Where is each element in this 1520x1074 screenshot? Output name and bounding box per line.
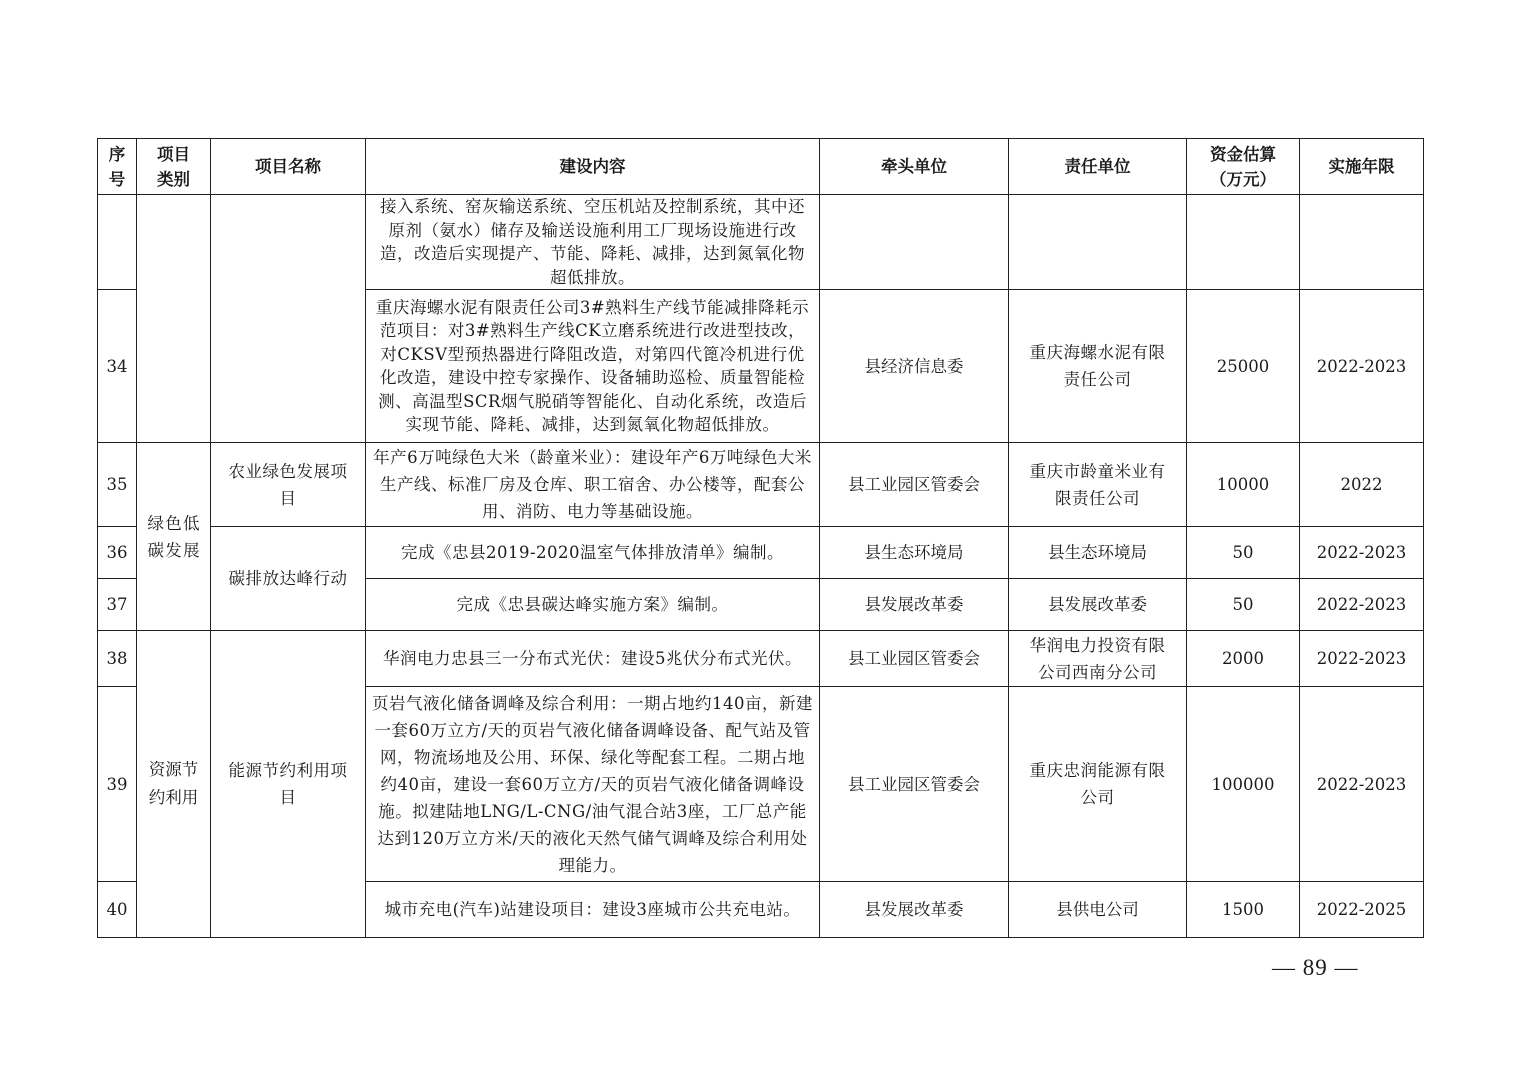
period-cell: 2022 — [1300, 443, 1424, 527]
resp-unit-cell: 重庆忠润能源有限公司 — [1009, 687, 1187, 882]
fund-cell: 1500 — [1187, 882, 1300, 938]
page-number: — 89 — — [1272, 955, 1359, 980]
name-cell-empty — [211, 195, 366, 443]
content-cell: 接入系统、窑灰输送系统、空压机站及控制系统，其中还原剂（氨水）储存及输送设施利用工厂现场设施进行改造，改造后实现提产、节能、降耗、减排，达到氮氧化物超低排放。 — [366, 195, 820, 290]
seq-cell: 37 — [98, 579, 137, 631]
lead-unit-cell: 县工业园区管委会 — [820, 443, 1009, 527]
fund-cell: 100000 — [1187, 687, 1300, 882]
name-cell: 碳排放达峰行动 — [211, 527, 366, 631]
lead-unit-cell — [820, 195, 1009, 290]
seq-cell — [98, 195, 137, 290]
resp-unit-cell: 重庆市龄童米业有限责任公司 — [1009, 443, 1187, 527]
content-cell: 华润电力忠县三一分布式光伏：建设5兆伏分布式光伏。 — [366, 631, 820, 687]
resp-unit-cell: 县生态环境局 — [1009, 527, 1187, 579]
period-cell: 2022-2023 — [1300, 631, 1424, 687]
lead-unit-cell: 县发展改革委 — [820, 579, 1009, 631]
fund-cell: 50 — [1187, 527, 1300, 579]
content-cell: 重庆海螺水泥有限责任公司3#熟料生产线节能减排降耗示范项目：对3#熟料生产线CK立磨系统进行改进型技改，对CKSV型预热器进行降阻改造，对第四代篦冷机进行优化改造，建设中控专家操作、设备辅助巡检、质量智能检测、高温型SCR烟气脱硝等智能化、自动化系统，改造后实现节能、降耗、减排，达到氮氧化物超低排放。 — [366, 290, 820, 443]
seq-cell: 40 — [98, 882, 137, 938]
header-seq: 序号 — [98, 139, 137, 195]
seq-cell: 36 — [98, 527, 137, 579]
seq-cell: 35 — [98, 443, 137, 527]
lead-unit-cell: 县工业园区管委会 — [820, 631, 1009, 687]
lead-unit-cell: 县经济信息委 — [820, 290, 1009, 443]
resp-unit-cell: 县供电公司 — [1009, 882, 1187, 938]
content-cell: 页岩气液化储备调峰及综合利用：一期占地约140亩，新建一套60万立方/天的页岩气液化储备调峰设备、配气站及管网，物流场地及公用、环保、绿化等配套工程。二期占地约40亩，建设一套60万立方/天的页岩气液化储备调峰设施。拟建陆地LNG/L-CNG/油气混合站3座，工厂总产能达到120万立方米/天的液化天然气储气调峰及综合利用处理能力。 — [366, 687, 820, 882]
header-period: 实施年限 — [1300, 139, 1424, 195]
fund-cell: 25000 — [1187, 290, 1300, 443]
lead-unit-cell: 县发展改革委 — [820, 882, 1009, 938]
lead-unit-cell: 县工业园区管委会 — [820, 687, 1009, 882]
category-label: 绿色低碳发展 — [147, 513, 200, 560]
resp-unit-cell: 县发展改革委 — [1009, 579, 1187, 631]
period-cell: 2022-2023 — [1300, 527, 1424, 579]
fund-cell: 50 — [1187, 579, 1300, 631]
period-cell: 2022-2023 — [1300, 687, 1424, 882]
seq-cell: 34 — [98, 290, 137, 443]
fund-cell — [1187, 195, 1300, 290]
header-content: 建设内容 — [366, 139, 820, 195]
table-header-row — [98, 139, 1424, 195]
table-row — [98, 631, 1424, 687]
category-cell-green — [137, 443, 211, 631]
fund-cell: 2000 — [1187, 631, 1300, 687]
header-lead-unit: 牵头单位 — [820, 139, 1009, 195]
project-table — [97, 138, 1424, 938]
header-resp-unit: 责任单位 — [1009, 139, 1187, 195]
resp-unit-cell: 重庆海螺水泥有限责任公司 — [1009, 290, 1187, 443]
content-cell: 完成《忠县碳达峰实施方案》编制。 — [366, 579, 820, 631]
period-cell: 2022-2025 — [1300, 882, 1424, 938]
seq-cell: 39 — [98, 687, 137, 882]
header-fund: 资金估算（万元） — [1187, 139, 1300, 195]
category-cell-empty — [137, 195, 211, 443]
table-row — [98, 195, 1424, 290]
period-cell: 2022-2023 — [1300, 290, 1424, 443]
period-cell — [1300, 195, 1424, 290]
content-cell: 年产6万吨绿色大米（龄童米业）：建设年产6万吨绿色大米生产线、标准厂房及仓库、职工宿舍、办公楼等，配套公用、消防、电力等基础设施。 — [366, 443, 820, 527]
name-cell: 农业绿色发展项目 — [211, 443, 366, 527]
category-label: 资源节约利用 — [148, 760, 199, 807]
content-cell: 完成《忠县2019-2020温室气体排放清单》编制。 — [366, 527, 820, 579]
table-row — [98, 527, 1424, 579]
category-cell-resource — [137, 631, 211, 938]
lead-unit-cell: 县生态环境局 — [820, 527, 1009, 579]
table-row — [98, 443, 1424, 527]
period-cell: 2022-2023 — [1300, 579, 1424, 631]
header-category: 项目类别 — [137, 139, 211, 195]
header-name: 项目名称 — [211, 139, 366, 195]
seq-cell: 38 — [98, 631, 137, 687]
content-cell: 城市充电(汽车)站建设项目：建设3座城市公共充电站。 — [366, 882, 820, 938]
name-cell: 能源节约利用项目 — [211, 631, 366, 938]
resp-unit-cell: 华润电力投资有限公司西南分公司 — [1009, 631, 1187, 687]
resp-unit-cell — [1009, 195, 1187, 290]
fund-cell: 10000 — [1187, 443, 1300, 527]
